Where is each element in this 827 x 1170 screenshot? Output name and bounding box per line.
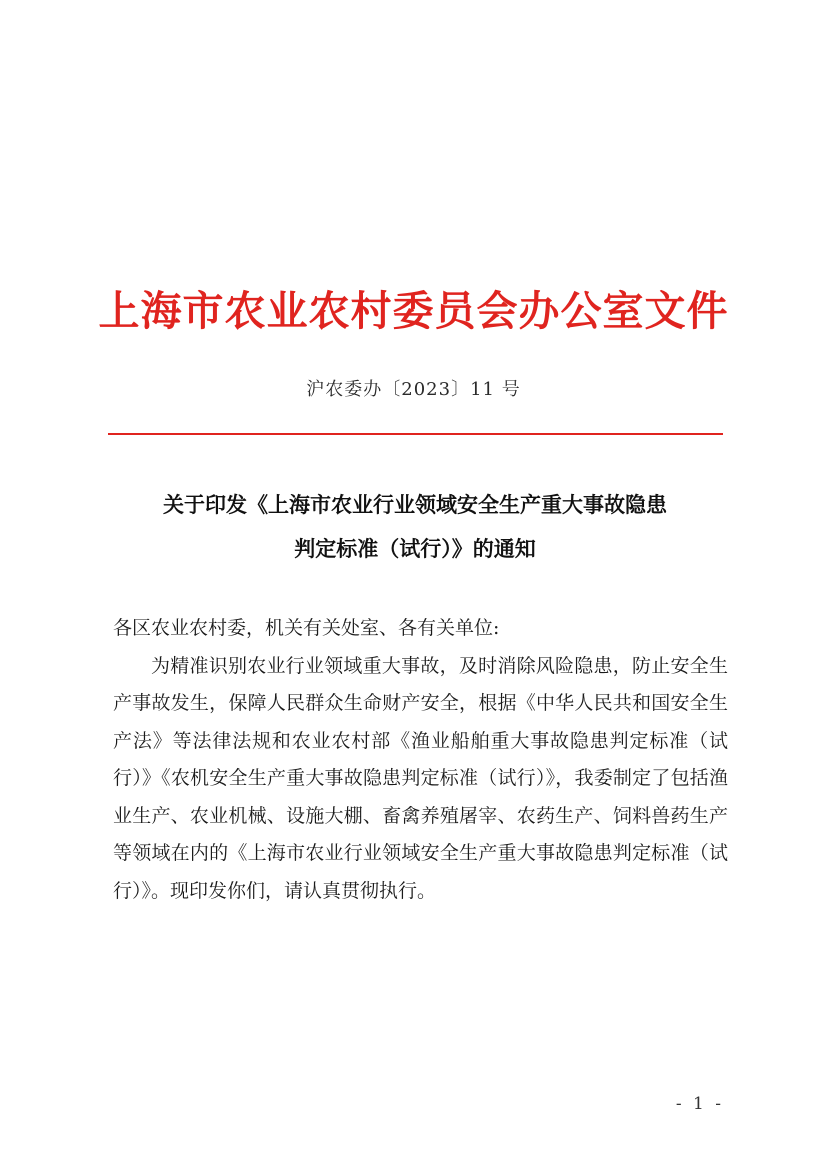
notice-title-line-2: 判定标准（试行）》的通知 <box>294 536 536 561</box>
issuer-header-title: 上海市农业农村委员会办公室文件 <box>98 287 729 335</box>
red-separator-line <box>108 433 723 435</box>
addressee-line: 各区农业农村委，机关有关处室、各有关单位: <box>113 617 500 639</box>
body-paragraph: 为精准识别农业行业领域重大事故，及时消除风险隐患，防止安全生产事故发生，保障人民群众生命财产安全，根据《中华人民共和国安全生产法》等法律法规和农业农村部《渔业船舶重大事故隐患判定标准（试行）》《农机安全生产重大事故隐患判定标准（试行）》，我委制定了包括渔业生产、农业机械、设施大棚、畜禽养殖屠宰、农药生产、饲料兽药生产等领域在内的《上海市农业行业领域安全生产重大事故隐患判定标准（试行）》。现印发你们，请认真贯彻执行。 <box>113 654 728 902</box>
document-number: 沪农委办〔2023〕11 号 <box>306 379 521 400</box>
notice-title-line-1: 关于印发《上海市农业行业领域安全生产重大事故隐患 <box>163 492 667 517</box>
notice-title <box>100 483 730 571</box>
page-number: - 1 - <box>675 1094 724 1114</box>
body-text <box>113 610 728 910</box>
